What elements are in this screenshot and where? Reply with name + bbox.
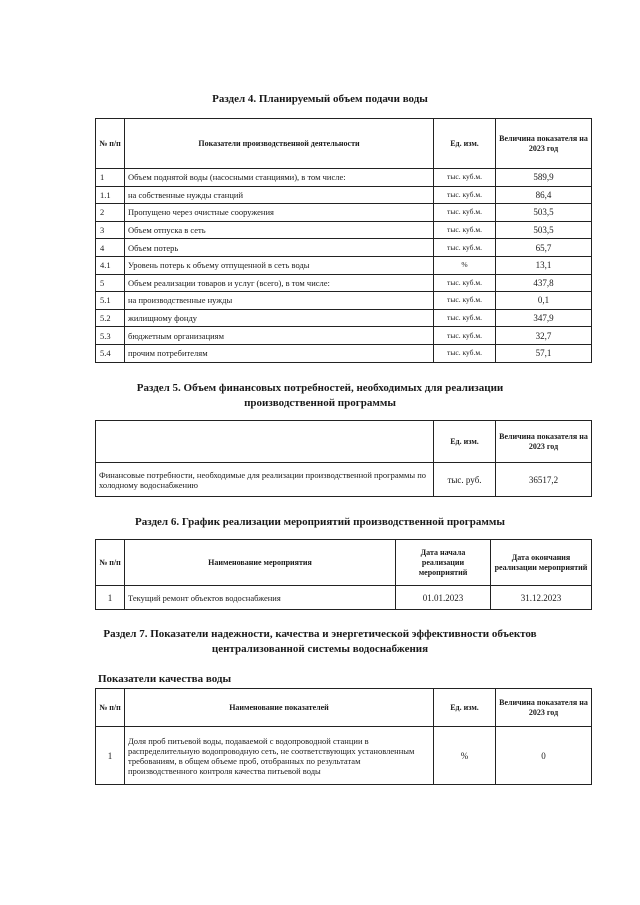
financial-needs-name: Финансовые потребности, необходимые для реализации производственной программы по холодному водоснабжению: [96, 463, 434, 497]
financial-needs-table: [95, 420, 592, 497]
row-name: прочим потребителям: [125, 344, 434, 362]
row-name: Текущий ремонт объектов водоснабжения: [125, 586, 396, 610]
row-no: 1: [96, 586, 125, 610]
quality-subtitle: Показатели качества воды: [98, 673, 232, 685]
table-row: [96, 169, 592, 187]
table-row: [96, 586, 592, 610]
row-unit: тыс. куб.м.: [434, 169, 496, 187]
header-no: № п/п: [96, 689, 125, 727]
row-name: на производственные нужды: [125, 292, 434, 310]
row-value: 437,8: [496, 274, 592, 292]
table-row: [96, 221, 592, 239]
section-7-title: Раздел 7. Показатели надежности, качества и энергетической эффективности объектов централизованной системы водоснабжения: [103, 628, 537, 655]
table-row: [96, 344, 592, 362]
row-start-date: 01.01.2023: [396, 586, 491, 610]
table-row: [96, 292, 592, 310]
header-end-date: Дата окончания реализации мероприятий: [491, 540, 592, 586]
row-no: 5.1: [96, 292, 125, 310]
row-value: 86,4: [496, 186, 592, 204]
row-no: 4.1: [96, 256, 125, 274]
header-no: № п/п: [96, 119, 125, 169]
row-no: 5.4: [96, 344, 125, 362]
header-name: Наименование мероприятия: [125, 540, 396, 586]
row-no: 5.2: [96, 309, 125, 327]
row-unit: %: [434, 727, 496, 785]
header-unit: Ед. изм.: [434, 689, 496, 727]
water-supply-table: [95, 118, 592, 363]
header-value: Величина показателя на 2023 год: [496, 119, 592, 169]
row-end-date: 31.12.2023: [491, 586, 592, 610]
row-name: Объем потерь: [125, 239, 434, 257]
row-unit: тыс. куб.м.: [434, 327, 496, 345]
header-start-date: Дата начала реализации мероприятий: [396, 540, 491, 586]
header-no: № п/п: [96, 540, 125, 586]
row-unit: тыс. куб.м.: [434, 221, 496, 239]
financial-needs-unit: тыс. руб.: [434, 463, 496, 497]
header-empty: [96, 421, 434, 463]
row-no: 2: [96, 204, 125, 222]
row-unit: тыс. куб.м.: [434, 239, 496, 257]
row-no: 5.3: [96, 327, 125, 345]
row-no: 1.1: [96, 186, 125, 204]
table-header-row: [96, 119, 592, 169]
header-value: Величина показателя на 2023 год: [496, 421, 592, 463]
row-unit: тыс. куб.м.: [434, 309, 496, 327]
table-row: [96, 239, 592, 257]
financial-needs-value: 36517,2: [496, 463, 592, 497]
table-row: [96, 256, 592, 274]
row-unit: %: [434, 256, 496, 274]
row-unit: тыс. куб.м.: [434, 186, 496, 204]
row-name: Доля проб питьевой воды, подаваемой с водопроводной станции в распределительную водопроводную сеть, не соответствующих установленным требованиям, в общем объеме проб, отобранных по результатам производственного контроля качества питьевой воды: [125, 727, 434, 785]
table-row: [96, 204, 592, 222]
row-value: 0,1: [496, 292, 592, 310]
table-row: [96, 186, 592, 204]
row-value: 13,1: [496, 256, 592, 274]
row-no: 1: [96, 727, 125, 785]
row-unit: тыс. куб.м.: [434, 274, 496, 292]
header-unit: Ед. изм.: [434, 119, 496, 169]
row-name: жилищному фонду: [125, 309, 434, 327]
row-value: 65,7: [496, 239, 592, 257]
row-name: Объем поднятой воды (насосными станциями), в том числе:: [125, 169, 434, 187]
row-name: Объем реализации товаров и услуг (всего), в том числе:: [125, 274, 434, 292]
table-row: [96, 463, 592, 497]
section-4-title: Раздел 4. Планируемый объем подачи воды: [212, 93, 428, 105]
header-value: Величина показателя на 2023 год: [496, 689, 592, 727]
header-name: Наименование показателей: [125, 689, 434, 727]
row-value: 503,5: [496, 204, 592, 222]
row-value: 503,5: [496, 221, 592, 239]
row-name: Объем отпуска в сеть: [125, 221, 434, 239]
row-unit: тыс. куб.м.: [434, 204, 496, 222]
row-name: бюджетным организациям: [125, 327, 434, 345]
water-quality-table: [95, 688, 592, 785]
section-6-title: Раздел 6. График реализации мероприятий производственной программы: [135, 516, 505, 528]
table-row: [96, 309, 592, 327]
row-value: 0: [496, 727, 592, 785]
table-row: [96, 727, 592, 785]
schedule-table: [95, 539, 592, 610]
table-row: [96, 327, 592, 345]
row-name: на собственные нужды станций: [125, 186, 434, 204]
header-indicator: Показатели производственной деятельности: [125, 119, 434, 169]
table-header-row: [96, 689, 592, 727]
row-no: 4: [96, 239, 125, 257]
row-value: 589,9: [496, 169, 592, 187]
row-no: 1: [96, 169, 125, 187]
table-header-row: [96, 421, 592, 463]
row-value: 32,7: [496, 327, 592, 345]
row-name: Пропущено через очистные сооружения: [125, 204, 434, 222]
header-unit: Ед. изм.: [434, 421, 496, 463]
row-name: Уровень потерь к объему отпущенной в сеть воды: [125, 256, 434, 274]
table-row: [96, 274, 592, 292]
table-header-row: [96, 540, 592, 586]
row-value: 347,9: [496, 309, 592, 327]
row-unit: тыс. куб.м.: [434, 344, 496, 362]
row-no: 5: [96, 274, 125, 292]
row-unit: тыс. куб.м.: [434, 292, 496, 310]
section-5-title: Раздел 5. Объем финансовых потребностей, необходимых для реализации производственной программы: [136, 382, 504, 409]
row-value: 57,1: [496, 344, 592, 362]
row-no: 3: [96, 221, 125, 239]
